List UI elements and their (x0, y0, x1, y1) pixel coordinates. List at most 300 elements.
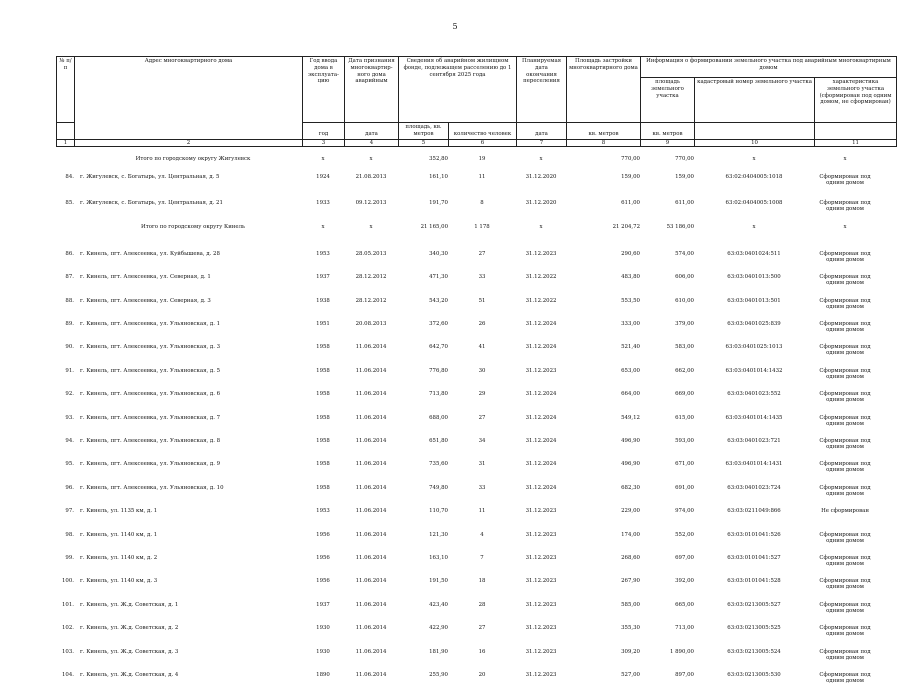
row-characteristic: Сформирован под одним домом (819, 174, 871, 187)
row-date: 20.08.2013 (355, 321, 387, 327)
row-characteristic: Сформирован под одним домом (819, 625, 871, 638)
row-people: 28 (478, 602, 486, 608)
table-row (56, 391, 876, 405)
row-characteristic: Сформирован под одним домом (819, 649, 871, 662)
row-cadastral: 63:03:0401025:839 (727, 321, 781, 327)
row-land-area: 1 890,00 (669, 649, 694, 655)
row-build-area: 174,00 (621, 532, 640, 538)
row-number: 94. (65, 438, 74, 444)
table-row (56, 532, 876, 546)
row-people: 33 (478, 485, 486, 491)
row-number: 101. (61, 602, 74, 608)
row-address: г. Кинель, пгт. Алексеевка, ул. Ульяновская, д. 9 (80, 461, 221, 467)
col-number: 5 (399, 139, 449, 146)
row-cadastral: 63:03:0101041:526 (727, 532, 781, 538)
col-number: 8 (567, 139, 641, 146)
row-number: 89. (65, 321, 74, 327)
unit-year: год (303, 123, 345, 140)
table-row (56, 200, 876, 214)
col-number: 2 (75, 139, 303, 146)
row-plan-date: 31.12.2024 (525, 415, 557, 421)
row-build-area: 521,40 (621, 344, 640, 350)
row-address: г. Кинель, пгт. Алексеевка, ул. Ульяновская, д. 1 (80, 321, 221, 327)
row-land-area: 593,00 (675, 438, 694, 444)
row-year: 1938 (316, 298, 330, 304)
row-number: 96. (65, 485, 74, 491)
row-date: 11.06.2014 (355, 391, 387, 397)
row-date: 11.06.2014 (355, 649, 387, 655)
row-build-area: 527,00 (621, 672, 640, 678)
row-land-area: 974,00 (675, 508, 694, 514)
table-total-row (56, 156, 876, 170)
unit-area: площадь, кв. метров (399, 123, 449, 140)
row-year: 1956 (316, 555, 330, 561)
row-build-area: 333,00 (621, 321, 640, 327)
row-people: 7 (480, 555, 484, 561)
row-land-area: 713,00 (675, 625, 694, 631)
col-number: 11 (815, 139, 897, 146)
row-address: г. Кинель, пгт. Алексеевка, ул. Ульяновская, д. 5 (80, 368, 221, 374)
row-number: 90. (65, 344, 74, 350)
row-land-area: 611,00 (675, 200, 694, 206)
row-cadastral: 63:03:0401023:724 (727, 485, 781, 491)
row-cadastral: 63:02:0404005:1008 (725, 200, 783, 206)
table-row (56, 578, 876, 592)
col-number: 6 (449, 139, 517, 146)
row-address: Итого по городскому округу Кинель (141, 224, 245, 230)
row-plan-date: 31.12.2020 (525, 200, 557, 206)
unit-build: кв. метров (567, 123, 641, 140)
table-row (56, 625, 876, 639)
row-address: г. Кинель, пгт. Алексеевка, ул. Ульяновская, д. 10 (80, 485, 224, 491)
row-cadastral: 63:03:0213005:525 (727, 625, 781, 631)
row-cadastral: 63:03:0101041:528 (727, 578, 781, 584)
row-cadastral: 63:03:0401014:1431 (725, 461, 783, 467)
row-area: 372,60 (429, 321, 448, 327)
row-area: 163,10 (429, 555, 448, 561)
unit-blank (815, 123, 897, 140)
row-number: 87. (65, 274, 74, 280)
row-date: 11.06.2014 (355, 508, 387, 514)
row-land-area: 662,00 (675, 368, 694, 374)
row-address: г. Кинель, пгт. Алексеевка, ул. Северная, д. 1 (80, 274, 211, 280)
row-build-area: 290,60 (621, 251, 640, 257)
row-area: 471,30 (429, 274, 448, 280)
row-build-area: 267,90 (621, 578, 640, 584)
row-people: 29 (478, 391, 486, 397)
row-area: 191,70 (429, 200, 448, 206)
row-people: 27 (478, 625, 486, 631)
row-land-area: 574,00 (675, 251, 694, 257)
table-row (56, 174, 876, 188)
row-address: г. Кинель, ул. 1140 км, д. 1 (80, 532, 158, 538)
row-people: 1 178 (474, 224, 490, 230)
row-date: 11.06.2014 (355, 532, 387, 538)
row-year: 1956 (316, 578, 330, 584)
row-address: г. Кинель, ул. 1140 км, д. 2 (80, 555, 158, 561)
table-row (56, 368, 876, 382)
row-characteristic: Сформирован под одним домом (819, 251, 871, 264)
table-row (56, 415, 876, 429)
row-year: 1951 (316, 321, 330, 327)
header-characteristic: характеристика земельного участка (сформирован под одним домом, не сформирован) (815, 78, 897, 123)
row-date: 11.06.2014 (355, 368, 387, 374)
row-address: г. Кинель, пгт. Алексеевка, ул. Ульяновская, д. 6 (80, 391, 221, 397)
row-plan-date: x (539, 156, 543, 162)
row-land-area: 897,00 (675, 672, 694, 678)
row-land-area: 379,00 (675, 321, 694, 327)
table-row (56, 344, 876, 358)
row-number: 86. (65, 251, 74, 257)
row-land-area: 606,00 (675, 274, 694, 280)
row-number: 98. (65, 532, 74, 538)
header-date: Дата признания многоквартирного дома аварийным (345, 57, 399, 123)
row-number: 102. (61, 625, 74, 631)
row-number: 97. (65, 508, 74, 514)
row-people: 20 (478, 672, 486, 678)
col-number: 10 (695, 139, 815, 146)
row-land-area: 665,00 (675, 602, 694, 608)
row-plan-date: 31.12.2023 (525, 508, 557, 514)
row-year: 1958 (316, 391, 330, 397)
row-area: 191,50 (429, 578, 448, 584)
row-land-area: 53 186,00 (666, 224, 694, 230)
row-date: 11.06.2014 (355, 625, 387, 631)
row-address: г. Кинель, ул. Ж.д. Советская, д. 3 (80, 649, 179, 655)
row-number: 103. (61, 649, 74, 655)
row-land-area: 552,00 (675, 532, 694, 538)
row-date: 11.06.2014 (355, 578, 387, 584)
row-build-area: 770,00 (621, 156, 640, 162)
row-characteristic: Сформирован под одним домом (819, 438, 871, 451)
row-date: 28.12.2012 (355, 274, 387, 280)
header-land-area: площадь земельного участка (641, 78, 695, 123)
row-year: 1958 (316, 485, 330, 491)
row-plan-date: 31.12.2022 (525, 298, 557, 304)
row-year: 1953 (316, 508, 330, 514)
row-plan-date: 31.12.2023 (525, 251, 557, 257)
row-area: 255,90 (429, 672, 448, 678)
row-people: 11 (478, 174, 486, 180)
row-date: x (369, 156, 373, 162)
table-row (56, 508, 876, 522)
row-cadastral: 63:03:0211049:866 (727, 508, 781, 514)
row-land-area: 159,00 (675, 174, 694, 180)
row-build-area: 653,00 (621, 368, 640, 374)
row-address: г. Кинель, пгт. Алексеевка, ул. Ульяновская, д. 7 (80, 415, 221, 421)
row-year: 1930 (316, 649, 330, 655)
row-people: 51 (478, 298, 486, 304)
table-row (56, 672, 876, 686)
row-land-area: 583,00 (675, 344, 694, 350)
unit-land: кв. метров (641, 123, 695, 140)
row-number: 88. (65, 298, 74, 304)
row-cadastral: 63:03:0401023:721 (727, 438, 781, 444)
row-address: г. Кинель, ул. 1140 км, д. 3 (80, 578, 158, 584)
col-number: 7 (517, 139, 567, 146)
row-characteristic: Сформирован под одним домом (819, 672, 871, 685)
row-date: 11.06.2014 (355, 344, 387, 350)
row-number: 95. (65, 461, 74, 467)
table-row (56, 298, 876, 312)
row-area: 642,70 (429, 344, 448, 350)
row-date: 11.06.2014 (355, 438, 387, 444)
row-characteristic: Сформирован под одним домом (819, 532, 871, 545)
header-num: № п/п (57, 57, 75, 123)
row-cadastral: 63:03:0213005:524 (727, 649, 781, 655)
row-characteristic: x (843, 224, 847, 230)
table-row (56, 251, 876, 265)
row-cadastral: 63:03:0401025:1013 (725, 344, 783, 350)
row-plan-date: 31.12.2023 (525, 578, 557, 584)
row-plan-date: 31.12.2024 (525, 344, 557, 350)
table-row (56, 602, 876, 616)
row-people: 31 (478, 461, 486, 467)
row-cadastral: 63:03:0401023:552 (727, 391, 781, 397)
row-number: 93. (65, 415, 74, 421)
row-address: г. Кинель, пгт. Алексеевка, ул. Куйбышева, д. 28 (80, 251, 220, 257)
row-plan-date: 31.12.2024 (525, 461, 557, 467)
row-date: 11.06.2014 (355, 555, 387, 561)
row-address: г. Кинель, ул. Ж.д. Советская, д. 4 (80, 672, 179, 678)
row-people: 8 (480, 200, 484, 206)
row-people: 4 (480, 532, 484, 538)
row-plan-date: 31.12.2023 (525, 368, 557, 374)
row-area: 181,90 (429, 649, 448, 655)
header-plan-date: Планируемая дата окончания переселения (517, 57, 567, 123)
row-year: x (321, 156, 325, 162)
row-area: 352,80 (429, 156, 448, 162)
row-cadastral: 63:03:0401013:500 (727, 274, 781, 280)
row-plan-date: x (539, 224, 543, 230)
row-year: 1958 (316, 461, 330, 467)
page-number: 5 (452, 22, 458, 31)
row-year: 1958 (316, 344, 330, 350)
row-land-area: 671,00 (675, 461, 694, 467)
row-people: 26 (478, 321, 486, 327)
row-area: 735,60 (429, 461, 448, 467)
row-land-area: 669,00 (675, 391, 694, 397)
row-people: 33 (478, 274, 486, 280)
row-people: 30 (478, 368, 486, 374)
row-characteristic: Сформирован под одним домом (819, 578, 871, 591)
row-number: 104. (61, 672, 74, 678)
row-address: г. Кинель, пгт. Алексеевка, ул. Ульяновская, д. 3 (80, 344, 221, 350)
row-build-area: 21 204,72 (612, 224, 640, 230)
row-number: 92. (65, 391, 74, 397)
row-number: 85. (65, 200, 74, 206)
row-build-area: 682,30 (621, 485, 640, 491)
row-characteristic: Сформирован под одним домом (819, 391, 871, 404)
row-characteristic: Сформирован под одним домом (819, 368, 871, 381)
row-land-area: 615,00 (675, 415, 694, 421)
header-info: Сведения об аварийном жилищном фонде, подлежащем расселению до 1 сентября 2025 года (399, 57, 517, 123)
row-area: 713,80 (429, 391, 448, 397)
row-area: 340,30 (429, 251, 448, 257)
row-plan-date: 31.12.2024 (525, 391, 557, 397)
row-plan-date: 31.12.2023 (525, 602, 557, 608)
row-characteristic: x (843, 156, 847, 162)
row-people: 16 (478, 649, 486, 655)
table-row (56, 555, 876, 569)
row-number: 99. (65, 555, 74, 561)
row-land-area: 697,00 (675, 555, 694, 561)
row-cadastral: 63:03:0213005:527 (727, 602, 781, 608)
row-address: г. Жигулевск, с. Богатырь, ул. Центральная, д. 5 (80, 174, 220, 180)
row-characteristic: Сформирован под одним домом (819, 344, 871, 357)
row-build-area: 268,60 (621, 555, 640, 561)
row-area: 749,80 (429, 485, 448, 491)
col-number: 9 (641, 139, 695, 146)
row-number: 100. (61, 578, 74, 584)
row-characteristic: Сформирован под одним домом (819, 321, 871, 334)
row-build-area: 159,00 (621, 174, 640, 180)
row-plan-date: 31.12.2023 (525, 672, 557, 678)
row-people: 19 (478, 156, 486, 162)
col-number: 1 (57, 139, 75, 146)
row-date: 11.06.2014 (355, 461, 387, 467)
unit-plan: дата (517, 123, 567, 140)
unit-blank (57, 123, 75, 140)
row-address: Итого по городскому округу Жигулевск (135, 156, 251, 162)
row-area: 776,80 (429, 368, 448, 374)
unit-people: количество человек (449, 123, 517, 140)
row-number: 91. (65, 368, 74, 374)
header-address: Адрес многоквартирного дома (75, 57, 303, 140)
row-land-area: 691,00 (675, 485, 694, 491)
row-year: 1937 (316, 602, 330, 608)
row-people: 11 (478, 508, 486, 514)
row-characteristic: Сформирован под одним домом (819, 555, 871, 568)
row-address: г. Кинель, ул. Ж.д. Советская, д. 2 (80, 625, 179, 631)
row-date: 21.08.2013 (355, 174, 387, 180)
row-build-area: 549,12 (621, 415, 640, 421)
col-number: 3 (303, 139, 345, 146)
table-row (56, 321, 876, 335)
row-land-area: 770,00 (675, 156, 694, 162)
row-address: г. Кинель, ул. 1135 км, д. 1 (80, 508, 158, 514)
header-cadastral: кадастровый номер земельного участка (695, 78, 815, 123)
row-characteristic: Не сформирован (821, 508, 869, 514)
row-build-area: 496,90 (621, 438, 640, 444)
row-year: 1953 (316, 251, 330, 257)
row-cadastral: 63:03:0213005:530 (727, 672, 781, 678)
row-date: 28.12.2012 (355, 298, 387, 304)
row-cadastral: 63:03:0101041:527 (727, 555, 781, 561)
row-year: 1937 (316, 274, 330, 280)
row-area: 422,90 (429, 625, 448, 631)
row-year: x (321, 224, 325, 230)
row-date: 28.05.2013 (355, 251, 387, 257)
row-build-area: 585,00 (621, 602, 640, 608)
row-plan-date: 31.12.2020 (525, 174, 557, 180)
row-cadastral: x (752, 224, 756, 230)
row-people: 18 (478, 578, 486, 584)
row-date: 11.06.2014 (355, 415, 387, 421)
row-date: 11.06.2014 (355, 485, 387, 491)
row-cadastral: 63:03:0401013:501 (727, 298, 781, 304)
table-row (56, 649, 876, 663)
table-row (56, 438, 876, 452)
row-characteristic: Сформирован под одним домом (819, 461, 871, 474)
row-characteristic: Сформирован под одним домом (819, 602, 871, 615)
unit-blank (695, 123, 815, 140)
row-address: г. Кинель, пгт. Алексеевка, ул. Северная, д. 3 (80, 298, 211, 304)
row-cadastral: 63:03:0401014:1435 (725, 415, 783, 421)
row-build-area: 483,80 (621, 274, 640, 280)
row-plan-date: 31.12.2023 (525, 649, 557, 655)
row-area: 110,70 (429, 508, 448, 514)
row-characteristic: Сформирован под одним домом (819, 298, 871, 311)
row-area: 543,20 (429, 298, 448, 304)
row-build-area: 309,20 (621, 649, 640, 655)
table-header (56, 56, 897, 147)
row-people: 27 (478, 251, 486, 257)
row-date: x (369, 224, 373, 230)
row-area: 161,10 (429, 174, 448, 180)
table-total-row (56, 224, 876, 238)
row-plan-date: 31.12.2024 (525, 485, 557, 491)
row-date: 11.06.2014 (355, 602, 387, 608)
row-people: 27 (478, 415, 486, 421)
row-build-area: 496,90 (621, 461, 640, 467)
row-area: 121,30 (429, 532, 448, 538)
row-area: 688,00 (429, 415, 448, 421)
row-plan-date: 31.12.2023 (525, 532, 557, 538)
row-date: 11.06.2014 (355, 672, 387, 678)
row-people: 34 (478, 438, 486, 444)
row-cadastral: 63:03:0401014:1432 (725, 368, 783, 374)
row-build-area: 664,00 (621, 391, 640, 397)
row-year: 1958 (316, 368, 330, 374)
row-plan-date: 31.12.2022 (525, 274, 557, 280)
row-characteristic: Сформирован под одним домом (819, 415, 871, 428)
row-year: 1933 (316, 200, 330, 206)
row-year: 1924 (316, 174, 330, 180)
row-plan-date: 31.12.2024 (525, 438, 557, 444)
row-year: 1890 (316, 672, 330, 678)
row-number: 84. (65, 174, 74, 180)
row-year: 1958 (316, 415, 330, 421)
unit-date: дата (345, 123, 399, 140)
table-row (56, 461, 876, 475)
row-plan-date: 31.12.2024 (525, 321, 557, 327)
row-year: 1958 (316, 438, 330, 444)
row-build-area: 355,30 (621, 625, 640, 631)
row-build-area: 229,00 (621, 508, 640, 514)
row-area: 423,40 (429, 602, 448, 608)
table-row (56, 274, 876, 288)
row-year: 1956 (316, 532, 330, 538)
header-land-info: Информация о формировании земельного участка под аварийным многоквартирным домом (641, 57, 897, 78)
row-cadastral: x (752, 156, 756, 162)
row-plan-date: 31.12.2023 (525, 625, 557, 631)
row-address: г. Кинель, ул. Ж.д. Советская, д. 1 (80, 602, 179, 608)
row-plan-date: 31.12.2023 (525, 555, 557, 561)
row-people: 41 (478, 344, 486, 350)
row-date: 09.12.2013 (355, 200, 387, 206)
row-characteristic: Сформирован под одним домом (819, 200, 871, 213)
row-land-area: 392,00 (675, 578, 694, 584)
row-characteristic: Сформирован под одним домом (819, 274, 871, 287)
row-area: 21 165,00 (420, 224, 448, 230)
header-year: Год ввода дома в эксплуатацию (303, 57, 345, 123)
row-build-area: 553,50 (621, 298, 640, 304)
row-address: г. Кинель, пгт. Алексеевка, ул. Ульяновская, д. 8 (80, 438, 221, 444)
row-area: 651,80 (429, 438, 448, 444)
row-cadastral: 63:02:0404005:1018 (725, 174, 783, 180)
col-number: 4 (345, 139, 399, 146)
